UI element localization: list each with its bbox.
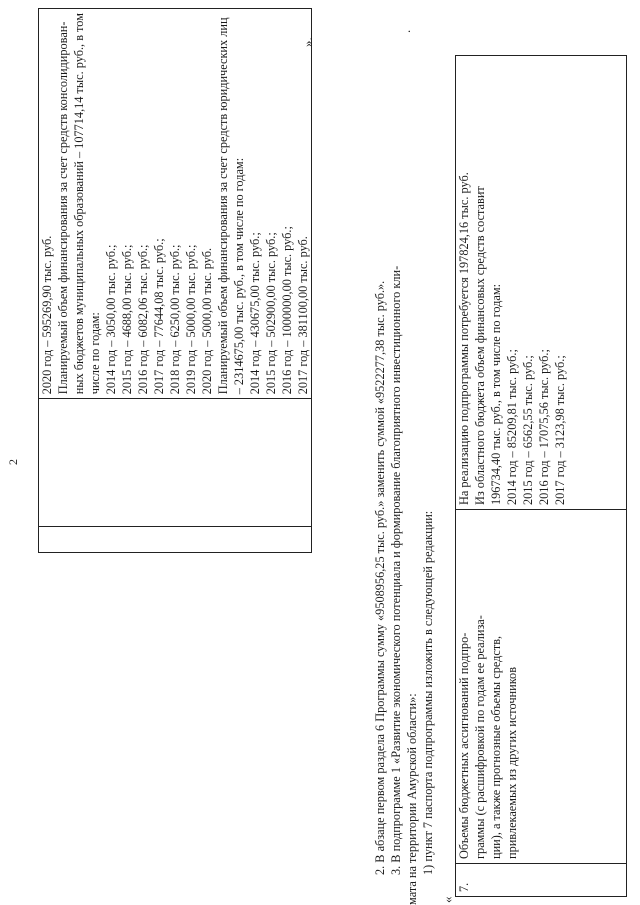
text-line: 2015 год – 6562,55 тыс. руб.; [521, 355, 535, 505]
paragraph-2: 2. В абзаце первом раздела 6 Программы сумму «9508956,25 тыс. руб.» заменить суммой «9522277,38 тыс. руб.». [373, 280, 387, 875]
opening-quote: « [440, 896, 455, 903]
text-line: 2014 год – 430675,00 тыс. руб.; [248, 232, 262, 395]
text-line: 2018 год – 6250,00 тыс. руб.; [168, 244, 182, 395]
text-line: 2017 год – 381100,00 тыс. руб. [296, 236, 310, 395]
row-label-lines [456, 514, 520, 859]
text-line: 2014 год – 85209,81 тыс. руб.; [505, 349, 519, 505]
text-line: На реализацию подпрограммы потребуется 197824,16 тыс. руб. [457, 172, 471, 505]
page-number: 2 [6, 459, 20, 465]
text-line: ции), а также прогнозные объемы средств, [489, 635, 503, 859]
budget-table-top [38, 8, 312, 553]
text-line: 196734,40 тыс. руб., в том числе по годам: [489, 283, 503, 505]
text-line: Из областного бюджета объем финансовых средств составит [473, 186, 487, 505]
funding-lines [39, 13, 311, 394]
text-line: Объемы бюджетных ассигнований подпро- [457, 632, 471, 859]
row-label-cell [39, 399, 312, 527]
table-row [456, 56, 627, 897]
text-line: 2017 год – 3123,98 тыс. руб.; [553, 355, 567, 505]
row-value-cell [456, 56, 627, 510]
funding-lines [456, 60, 568, 505]
budget-table-bottom [455, 55, 627, 897]
row-number-cell: 7. [456, 864, 627, 897]
table-row [39, 9, 312, 553]
closing-quote: ». [300, 37, 315, 47]
row-number-cell [39, 527, 312, 553]
text-line: ных бюджетов муниципальных образований – 107714,14 тыс. руб., в том [72, 13, 86, 395]
text-line: привлекаемых из других источников [505, 666, 519, 859]
text-line: Планируемый объем финансирования за счет средств юридических лиц [216, 17, 230, 395]
text-line: 2014 год – 3050,00 тыс. руб.; [104, 244, 118, 395]
text-line: граммы (с расшифровкой по годам ее реализа- [473, 615, 487, 859]
text-line: 2015 год – 4688,00 тыс. руб.; [120, 244, 134, 395]
row-value-cell [39, 9, 312, 399]
text-line: 2016 год – 6082,06 тыс. руб.; [136, 244, 150, 395]
text-line: 2019 год – 5000,00 тыс. руб.; [184, 244, 198, 395]
text-line: 2016 год – 1000000,00 тыс. руб.; [280, 226, 294, 395]
text-line: числе по годам: [88, 312, 102, 395]
text-line: 2020 год – 5000,00 тыс. руб. [200, 247, 214, 395]
row-label-cell [456, 510, 627, 864]
paragraph-3-line-2: мата на территории Амурской области»: [405, 693, 419, 905]
text-line: 2015 год – 502900,00 тыс. руб.; [264, 232, 278, 395]
text-line: Планируемый объем финансирования за счет средств консолидирован- [56, 21, 70, 395]
paragraph-3-line-1: 3. В подпрограмме 1 «Развитие экономического потенциала и формирование благоприятного инвестиционного кли- [389, 265, 403, 875]
text-line: 2020 год – 595269,90 тыс. руб. [40, 235, 54, 395]
text-line: 2017 год – 77644,08 тыс. руб.; [152, 238, 166, 395]
paragraph-3-item-1: 1) пункт 7 паспорта подпрограммы изложить в следующей редакции: [421, 510, 435, 875]
text-line: 2016 год – 17075,56 тыс. руб.; [537, 349, 551, 505]
text-line: – 2314675,00 тыс. руб., в том числе по годам: [232, 157, 246, 395]
end-mark: . [398, 29, 413, 33]
